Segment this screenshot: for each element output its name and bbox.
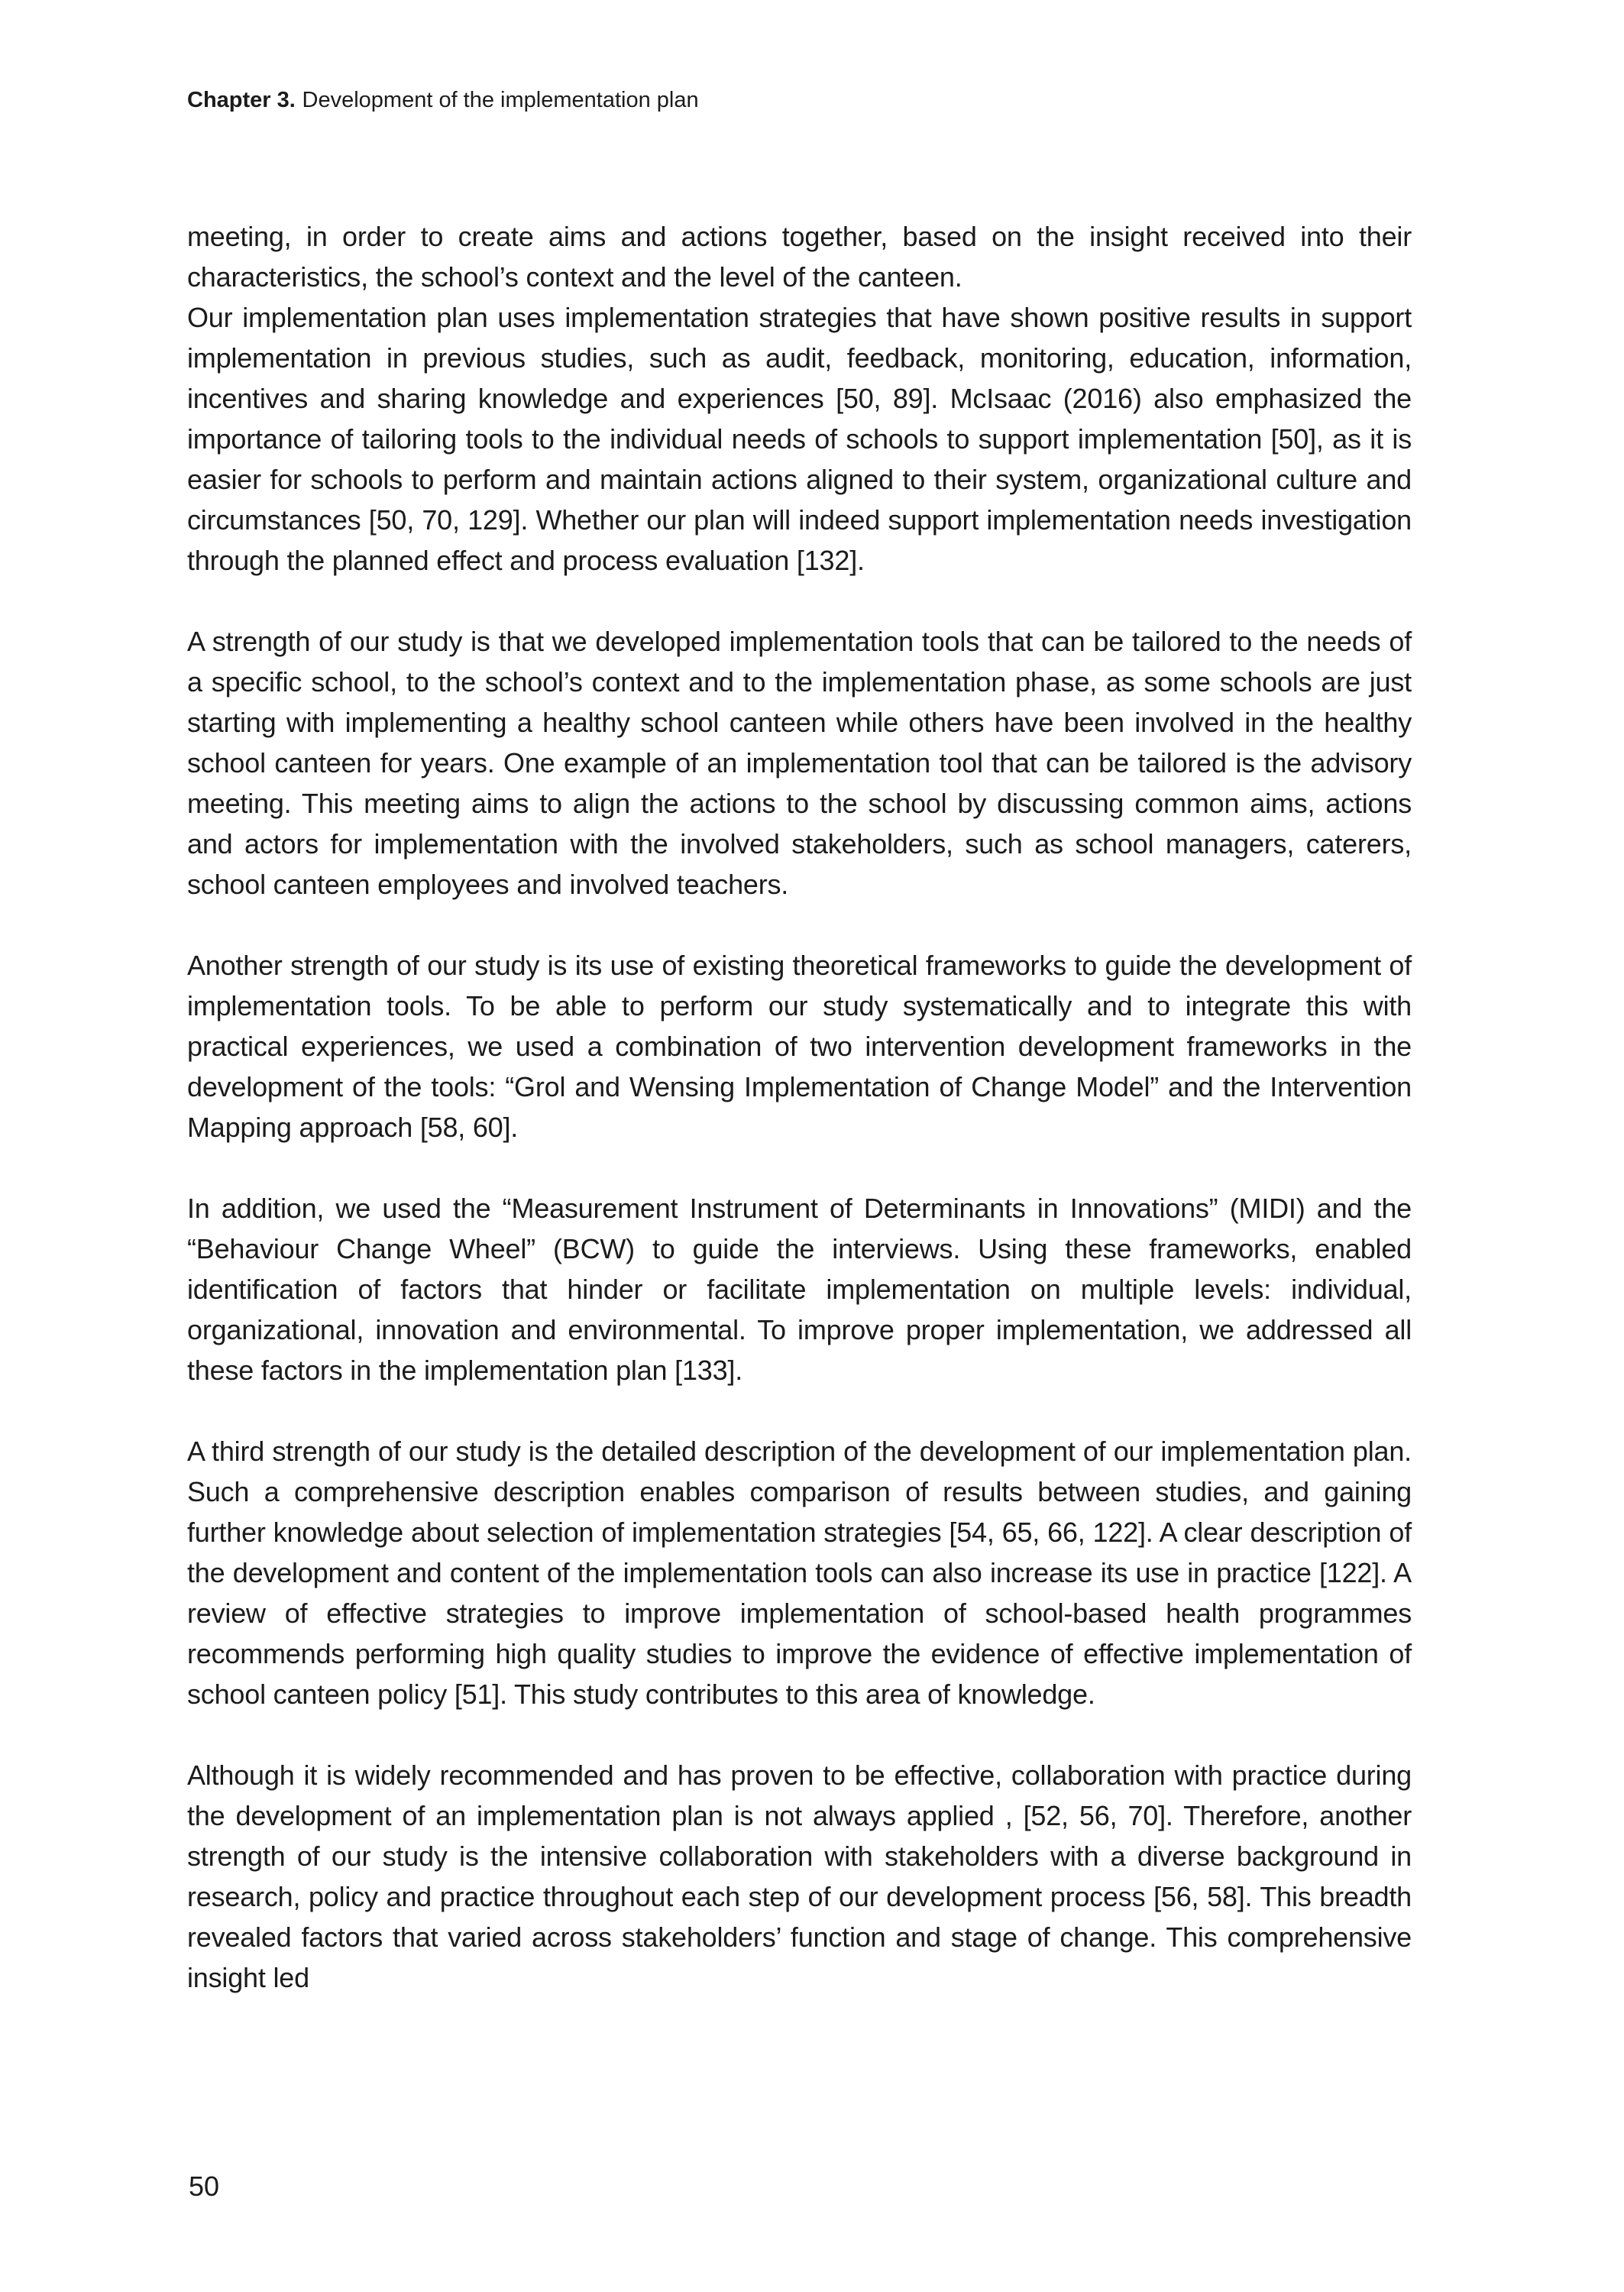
body-text <box>187 216 1427 1998</box>
paragraph-strength-theoretical-frameworks: Another strength of our study is its use of existing theoretical frameworks to guide the development of implementation tools. To be able to perform our study systematically and to integrate this with practical experiences, we used a combination of two intervention development frameworks in the development of the tools: “Grol and Wensing Implementation of Change Model” and the Intervention Mapping approach [58, 60]. <box>187 950 1419 1143</box>
paragraph-midi-bcw-frameworks: In addition, we used the “Measurement Instrument of Determinants in Innovations” (MIDI) and the “Behaviour Change Wheel” (BCW) to guide the interviews. Using these frameworks, enabled identification of factors that hinder or facilitate implementation on multiple levels: individual, organizational, innovation and environmental. To improve proper implementation, we addressed all these factors in the implementation plan [133]. <box>187 1193 1427 1386</box>
chapter-label: Chapter 3. <box>187 88 296 112</box>
paragraph-strength-detailed-description: A third strength of our study is the detailed description of the development of our implementation plan. Such a comprehensive description enables comparison of results between studies, and gaining further knowledge about selection of implementation strategies [54, 65, 66, 122]. A clear description of the development and content of the implementation tools can also increase its use in practice [122]. A review of effective strategies to improve implementation of school-based health programmes recommends performing high quality studies to improve the evidence of effective implementation of school canteen policy [51]. This study contributes to this area of knowledge. <box>187 1436 1419 1710</box>
running-header <box>187 86 699 115</box>
paragraph-continued-from-previous-page: meeting, in order to create aims and actions together, based on the insight received into their characteristics, the school’s context and the level of the canteen. <box>187 221 1419 293</box>
chapter-title: Development of the implementation plan <box>302 88 699 112</box>
page-number: 50 <box>189 2171 220 2202</box>
paragraph-collaboration-with-practice: Although it is widely recommended and has proven to be effective, collaboration with practice during the development of an implementation plan is not always applied , [52, 56, 70]. Therefore, another strength of our study is the intensive collaboration with stakeholders with a diverse background in research, policy and practice throughout each step of our development process [56, 58]. This breadth revealed factors that varied across stakeholders’ function and stage of change. This comprehensive insight led <box>187 1759 1419 1993</box>
paragraph-implementation-strategies: Our implementation plan uses implementation strategies that have shown positive results in support implementation in previous studies, such as audit, feedback, monitoring, education, information, incentives and sharing knowledge and experiences [50, 89]. McIsaac (2016) also emphasized the importance of tailoring tools to the individual needs of schools to support implementation [50], as it is easier for schools to perform and maintain actions aligned to their system, organizational culture and circumstances [50, 70, 129]. Whether our plan will indeed support implementation needs investigation through the planned effect and process evaluation [132]. <box>187 302 1419 576</box>
paragraph-strength-tailored-tools: A strength of our study is that we developed implementation tools that can be tailored to the needs of a specific school, to the school’s context and to the implementation phase, as some schools are just starting with implementing a healthy school canteen while others have been involved in the healthy school canteen for years. One example of an implementation tool that can be tailored is the advisory meeting. This meeting aims to align the actions to the school by discussing common aims, actions and actors for implementation with the involved stakeholders, such as school managers, caterers, school canteen employees and involved teachers. <box>187 626 1419 900</box>
